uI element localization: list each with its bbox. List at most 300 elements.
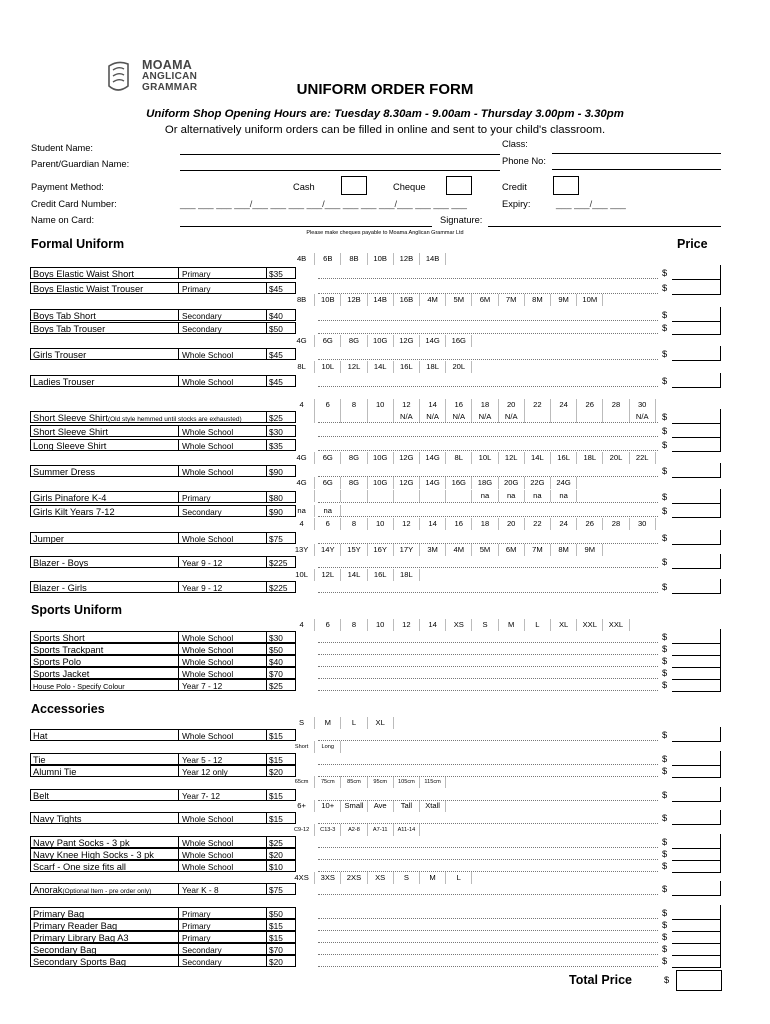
size-cell[interactable]: 9M — [551, 294, 577, 306]
quantity-line[interactable] — [318, 823, 658, 824]
quantity-line[interactable] — [318, 678, 658, 679]
size-cell[interactable]: 8G — [341, 452, 367, 464]
size-cell[interactable]: C9-12 — [289, 824, 315, 836]
size-cell[interactable]: N/A — [394, 411, 420, 423]
size-cell[interactable]: 12L — [315, 569, 341, 581]
item-price: $45 — [266, 348, 296, 360]
quantity-line[interactable] — [318, 567, 658, 568]
line-total-field[interactable] — [672, 579, 721, 594]
size-cell[interactable]: 8 — [341, 518, 367, 530]
cheque-checkbox[interactable] — [446, 176, 472, 195]
size-cell[interactable]: 6B — [315, 253, 341, 265]
size-cell[interactable] — [446, 490, 472, 502]
signature-field[interactable] — [488, 226, 721, 227]
item-level: Whole School — [178, 631, 266, 643]
size-cell[interactable]: XS — [446, 619, 472, 631]
quantity-line[interactable] — [318, 450, 658, 451]
size-cell[interactable]: 26 — [577, 399, 603, 411]
size-cell[interactable]: 16G — [446, 477, 472, 489]
price-dollar-sign: $ — [662, 932, 668, 942]
size-cell[interactable]: 14L — [341, 569, 367, 581]
size-cell[interactable]: 26 — [577, 518, 603, 530]
price-dollar-sign: $ — [662, 849, 668, 859]
quantity-line[interactable] — [318, 333, 658, 334]
size-cell[interactable]: 3XS — [315, 872, 341, 884]
size-cell[interactable]: 3M — [420, 544, 446, 556]
quantity-line[interactable] — [318, 654, 658, 655]
size-cell[interactable]: Xtall — [420, 800, 446, 812]
size-cell[interactable]: 15Y — [341, 544, 367, 556]
quantity-line[interactable] — [318, 476, 658, 477]
size-cell[interactable]: 6+ — [289, 800, 315, 812]
item-level: Year 9 - 12 — [178, 556, 266, 568]
size-cell[interactable]: Short — [289, 741, 315, 753]
card-number-label: Credit Card Number: — [31, 199, 117, 209]
size-cell[interactable]: Long — [315, 741, 341, 753]
size-cell[interactable]: 14 — [420, 619, 446, 631]
item-level: Year 12 only — [178, 765, 266, 777]
size-cell[interactable]: 22 — [525, 518, 551, 530]
line-total-field[interactable] — [672, 858, 721, 873]
uniform-item-row — [30, 425, 308, 437]
logo-line-1: MOAMA — [142, 58, 193, 72]
item-name-text: Secondary Bag — [33, 945, 97, 955]
quantity-line[interactable] — [318, 386, 658, 387]
size-cell[interactable]: S — [289, 717, 315, 729]
size-cell[interactable] — [368, 490, 394, 502]
size-cell[interactable]: 10+ — [315, 800, 341, 812]
item-name — [30, 631, 178, 643]
size-cell[interactable]: 2XS — [341, 872, 367, 884]
item-name-text: Secondary Sports Bag — [33, 957, 127, 967]
size-cell[interactable]: na — [551, 490, 577, 502]
uniform-item-row — [30, 753, 308, 765]
size-cell[interactable]: 6G — [315, 477, 341, 489]
size-cell[interactable]: Small — [341, 800, 367, 812]
size-cell[interactable] — [341, 490, 367, 502]
size-cell[interactable]: XXL — [577, 619, 603, 631]
size-cell[interactable]: 8 — [341, 399, 367, 411]
item-price: $35 — [266, 439, 296, 451]
size-cell[interactable]: N/A — [472, 411, 498, 423]
size-cell[interactable]: 8B — [289, 294, 315, 306]
size-cell[interactable]: A2-8 — [341, 824, 367, 836]
size-cell[interactable]: 6M — [499, 544, 525, 556]
size-cell[interactable]: 17Y — [394, 544, 420, 556]
item-name — [30, 836, 178, 848]
line-total-field[interactable] — [672, 530, 721, 545]
quantity-line[interactable] — [318, 278, 658, 279]
size-cell[interactable]: 16B — [394, 294, 420, 306]
credit-checkbox[interactable] — [553, 176, 579, 195]
item-name-note: (Optional Item - pre order only) — [62, 888, 152, 895]
parent-name-field[interactable] — [180, 170, 500, 171]
size-cell[interactable]: L — [341, 717, 367, 729]
size-cell[interactable]: 16 — [446, 518, 472, 530]
quantity-line[interactable] — [318, 918, 658, 919]
item-name-text: Short Sleeve Shirt — [33, 427, 108, 437]
size-cell[interactable]: na — [315, 505, 341, 517]
quantity-line[interactable] — [318, 859, 658, 860]
size-cell[interactable]: 12G — [394, 335, 420, 347]
line-total-field[interactable] — [672, 554, 721, 569]
size-cell[interactable]: Ave — [368, 800, 394, 812]
size-cell[interactable]: 12G — [394, 452, 420, 464]
size-cell[interactable]: 20G — [499, 477, 525, 489]
size-cell[interactable]: 8B — [341, 253, 367, 265]
quantity-line[interactable] — [318, 422, 658, 423]
size-cell[interactable]: 18G — [472, 477, 498, 489]
size-cell[interactable]: 6 — [315, 619, 341, 631]
size-cell[interactable]: A7-11 — [368, 824, 394, 836]
size-cell[interactable]: 30 — [630, 399, 656, 411]
item-price: $25 — [266, 836, 296, 848]
item-level: Whole School — [178, 812, 266, 824]
line-total-field[interactable] — [672, 503, 721, 518]
size-cell[interactable]: 10 — [368, 518, 394, 530]
size-cell[interactable]: 22 — [525, 399, 551, 411]
item-name — [30, 425, 178, 437]
item-level: Whole School — [178, 667, 266, 679]
size-cell[interactable]: XXL — [603, 619, 629, 631]
student-name-field[interactable] — [180, 154, 500, 155]
line-total-field[interactable] — [672, 437, 721, 452]
size-cell[interactable]: 4 — [289, 619, 315, 631]
size-cell[interactable]: 12 — [394, 518, 420, 530]
quantity-line[interactable] — [318, 776, 658, 777]
quantity-line[interactable] — [318, 871, 658, 872]
quantity-line[interactable] — [318, 800, 658, 801]
item-price: $15 — [266, 931, 296, 943]
line-total-field[interactable] — [672, 373, 721, 388]
item-name — [30, 581, 178, 593]
size-cell[interactable]: 16L — [368, 569, 394, 581]
size-cell[interactable]: 8M — [551, 544, 577, 556]
size-cell[interactable]: 18 — [472, 518, 498, 530]
expiry-field[interactable]: ___ ___/___ ___ — [556, 199, 626, 209]
size-cell[interactable]: 12B — [341, 294, 367, 306]
size-cell[interactable]: 18L — [577, 452, 603, 464]
size-cell[interactable]: 5M — [446, 294, 472, 306]
price-dollar-sign: $ — [662, 440, 668, 450]
size-cell[interactable]: 4G — [289, 452, 315, 464]
logo-line-3: GRAMMAR — [142, 82, 198, 93]
size-cell[interactable]: 14Y — [315, 544, 341, 556]
quantity-line[interactable] — [318, 966, 658, 967]
size-cell[interactable]: 12L — [499, 452, 525, 464]
size-cell[interactable]: 22L — [630, 452, 656, 464]
quantity-line[interactable] — [318, 436, 658, 437]
size-cell[interactable]: N/A — [630, 411, 656, 423]
item-price: $10 — [266, 860, 296, 872]
quantity-line[interactable] — [318, 942, 658, 943]
size-cell[interactable]: 8G — [341, 335, 367, 347]
size-cell[interactable]: 5M — [472, 544, 498, 556]
item-name-note: (Old style hemmed until stocks are exhausted) — [107, 416, 242, 423]
item-level: Year 7 - 12 — [178, 679, 266, 691]
size-cell[interactable]: 14G — [420, 452, 446, 464]
item-price: $40 — [266, 309, 296, 321]
line-total-field[interactable] — [672, 409, 721, 424]
size-cell[interactable] — [394, 490, 420, 502]
size-cell[interactable]: M — [420, 872, 446, 884]
quantity-line[interactable] — [318, 894, 658, 895]
line-total-field[interactable] — [672, 463, 721, 478]
item-name-text: Ladies Trouser — [33, 377, 95, 387]
quantity-line[interactable] — [318, 954, 658, 955]
size-cell[interactable]: 10G — [368, 477, 394, 489]
size-cell[interactable]: 8L — [289, 361, 315, 373]
quantity-line[interactable] — [318, 502, 658, 503]
size-cell[interactable]: 14 — [420, 518, 446, 530]
size-cell[interactable]: na — [289, 505, 315, 517]
item-price: $25 — [266, 411, 296, 423]
size-cell[interactable]: 10 — [368, 399, 394, 411]
line-total-field[interactable] — [672, 953, 721, 968]
size-cell[interactable]: 20L — [603, 452, 629, 464]
size-cell[interactable]: 16G — [446, 335, 472, 347]
item-level: Whole School — [178, 860, 266, 872]
size-cell[interactable]: L — [525, 619, 551, 631]
size-cell[interactable]: 65cm — [289, 776, 315, 788]
price-dollar-sign: $ — [662, 492, 668, 502]
size-cell[interactable]: 24 — [551, 399, 577, 411]
item-name — [30, 860, 178, 872]
price-dollar-sign: $ — [662, 533, 668, 543]
size-cell[interactable] — [315, 490, 341, 502]
item-price: $75 — [266, 883, 296, 895]
cash-checkbox[interactable] — [341, 176, 367, 195]
line-total-field[interactable] — [672, 763, 721, 778]
size-cell[interactable] — [420, 490, 446, 502]
item-level: Whole School — [178, 836, 266, 848]
size-cell[interactable]: M — [499, 619, 525, 631]
size-cell[interactable]: na — [525, 490, 551, 502]
quantity-line[interactable] — [318, 320, 658, 321]
quantity-line[interactable] — [318, 740, 658, 741]
uniform-item-row — [30, 491, 308, 503]
size-cell[interactable]: 7M — [525, 544, 551, 556]
line-total-field[interactable] — [672, 320, 721, 335]
item-price: $15 — [266, 789, 296, 801]
size-cell[interactable]: 8L — [446, 452, 472, 464]
name-on-card-field[interactable] — [180, 226, 432, 227]
uniform-item-row — [30, 465, 308, 477]
size-cell[interactable]: 4G — [289, 335, 315, 347]
size-cell[interactable]: 4M — [446, 544, 472, 556]
size-cell[interactable]: 85cm — [341, 776, 367, 788]
price-dollar-sign: $ — [662, 956, 668, 966]
size-cell[interactable]: 6 — [315, 518, 341, 530]
size-cell[interactable]: 30 — [630, 518, 656, 530]
size-cell[interactable]: 24 — [551, 518, 577, 530]
item-name-text: Long Sleeve Shirt — [33, 441, 107, 451]
line-total-field[interactable] — [672, 423, 721, 438]
price-dollar-sign: $ — [662, 557, 668, 567]
size-cell[interactable]: 6G — [315, 452, 341, 464]
line-total-field[interactable] — [672, 265, 721, 280]
item-level: Secondary — [178, 505, 266, 517]
item-price: $15 — [266, 729, 296, 741]
size-cell[interactable]: 8 — [341, 619, 367, 631]
quantity-line[interactable] — [318, 293, 658, 294]
item-price: $70 — [266, 943, 296, 955]
size-cell[interactable]: 10G — [368, 335, 394, 347]
size-cell[interactable]: 20 — [499, 518, 525, 530]
size-cell[interactable]: Tall — [394, 800, 420, 812]
size-cell[interactable]: 10L — [289, 569, 315, 581]
size-cell[interactable]: 10B — [368, 253, 394, 265]
size-cell[interactable]: 12B — [394, 253, 420, 265]
phone-field[interactable] — [552, 169, 721, 170]
size-cell[interactable]: na — [472, 490, 498, 502]
cheque-label: Cheque — [393, 182, 426, 192]
quantity-line[interactable] — [318, 847, 658, 848]
line-total-field[interactable] — [672, 489, 721, 504]
item-name — [30, 465, 178, 477]
size-cell[interactable]: 12 — [394, 399, 420, 411]
size-cell[interactable]: 16 — [446, 399, 472, 411]
line-total-field[interactable] — [672, 881, 721, 896]
size-cell[interactable]: 14G — [420, 477, 446, 489]
size-cell[interactable]: 4G — [289, 477, 315, 489]
line-total-field[interactable] — [672, 810, 721, 825]
size-cell[interactable]: 75cm — [315, 776, 341, 788]
size-cell[interactable]: 8G — [341, 477, 367, 489]
item-name-text: Boys Tab Trouser — [33, 324, 106, 334]
line-total-field[interactable] — [672, 346, 721, 361]
size-cell[interactable]: 18L — [394, 569, 420, 581]
item-price: $225 — [266, 556, 296, 568]
size-cell[interactable]: N/A — [420, 411, 446, 423]
quantity-line[interactable] — [318, 764, 658, 765]
quantity-line[interactable] — [318, 930, 658, 931]
size-cell[interactable]: N/A — [499, 411, 525, 423]
line-total-field[interactable] — [672, 787, 721, 802]
size-cell[interactable]: M — [315, 717, 341, 729]
size-cell[interactable]: 95cm — [368, 776, 394, 788]
item-level: Whole School — [178, 465, 266, 477]
size-cell[interactable]: 24G — [551, 477, 577, 489]
size-cell[interactable]: 10 — [368, 619, 394, 631]
size-cell[interactable]: 12 — [394, 619, 420, 631]
item-level: Secondary — [178, 943, 266, 955]
total-dollar-sign: $ — [664, 975, 670, 985]
size-cell[interactable]: 7M — [499, 294, 525, 306]
price-dollar-sign: $ — [662, 582, 668, 592]
item-price: $30 — [266, 425, 296, 437]
size-cell[interactable]: 10B — [315, 294, 341, 306]
item-name-text: Sports Short — [33, 633, 85, 643]
size-cell[interactable]: 16L — [551, 452, 577, 464]
size-cell[interactable]: 14L — [368, 361, 394, 373]
quantity-line[interactable] — [318, 359, 658, 360]
quantity-line[interactable] — [318, 690, 658, 691]
size-cell[interactable]: 10L — [315, 361, 341, 373]
size-cell[interactable]: 16L — [394, 361, 420, 373]
line-total-field[interactable] — [672, 727, 721, 742]
quantity-line[interactable] — [318, 642, 658, 643]
size-cell[interactable]: 14B — [368, 294, 394, 306]
size-cell[interactable]: 4 — [289, 518, 315, 530]
line-total-field[interactable] — [672, 280, 721, 295]
size-cell[interactable]: 28 — [603, 518, 629, 530]
size-cell[interactable]: 14 — [420, 399, 446, 411]
size-cell[interactable]: 115cm — [420, 776, 446, 788]
item-name-text: Alumni Tie — [33, 767, 77, 777]
item-name — [30, 655, 178, 667]
size-cell[interactable]: 4XS — [289, 872, 315, 884]
price-dollar-sign: $ — [662, 376, 668, 386]
item-name — [30, 667, 178, 679]
size-cell[interactable]: 18L — [420, 361, 446, 373]
size-cell[interactable]: S — [394, 872, 420, 884]
quantity-line[interactable] — [318, 516, 658, 517]
size-cell[interactable]: 10G — [368, 452, 394, 464]
size-cell[interactable]: 4M — [420, 294, 446, 306]
size-cell[interactable]: 16Y — [368, 544, 394, 556]
size-cell[interactable]: C13-3 — [315, 824, 341, 836]
size-cell[interactable]: XS — [368, 872, 394, 884]
uniform-item-row — [30, 375, 308, 387]
class-field[interactable] — [552, 153, 721, 154]
size-cell[interactable]: 14G — [420, 335, 446, 347]
size-cell[interactable]: 4 — [289, 399, 315, 411]
item-name-text: Primary Reader Bag — [33, 921, 118, 931]
size-cell[interactable]: 20L — [446, 361, 472, 373]
total-price-field[interactable] — [676, 970, 722, 991]
size-cell[interactable]: 18 — [472, 399, 498, 411]
size-cell[interactable]: S — [472, 619, 498, 631]
size-cell[interactable]: 10M — [577, 294, 603, 306]
size-cell[interactable]: 8M — [525, 294, 551, 306]
size-cell[interactable]: 10L — [472, 452, 498, 464]
size-cell[interactable]: 14B — [420, 253, 446, 265]
item-level: Whole School — [178, 729, 266, 741]
item-price: $20 — [266, 955, 296, 967]
quantity-line[interactable] — [318, 666, 658, 667]
line-total-field[interactable] — [672, 677, 721, 692]
item-name-text: Blazer - Boys — [33, 558, 89, 568]
size-cell[interactable]: XL — [551, 619, 577, 631]
size-cell[interactable]: N/A — [446, 411, 472, 423]
quantity-line[interactable] — [318, 543, 658, 544]
item-level: Whole School — [178, 375, 266, 387]
size-cell[interactable]: 14L — [525, 452, 551, 464]
size-cell[interactable]: 105cm — [394, 776, 420, 788]
size-cell[interactable]: 12L — [341, 361, 367, 373]
size-cell[interactable]: 22G — [525, 477, 551, 489]
size-cell[interactable]: 13Y — [289, 544, 315, 556]
size-cell[interactable]: 6M — [472, 294, 498, 306]
signature-label: Signature: — [440, 215, 483, 225]
cash-label: Cash — [293, 182, 315, 192]
size-cell[interactable]: XL — [368, 717, 394, 729]
size-cell[interactable]: 9M — [577, 544, 603, 556]
size-cell[interactable]: 6G — [315, 335, 341, 347]
quantity-line[interactable] — [318, 592, 658, 593]
size-cell[interactable]: L — [446, 872, 472, 884]
size-cell[interactable]: 6 — [315, 399, 341, 411]
size-cell[interactable]: 12G — [394, 477, 420, 489]
card-number-field[interactable]: ___ ___ ___ ___/___ ___ ___ ___/___ ___ ___ ___/___ ___ ___ ___ — [180, 199, 467, 209]
size-cell[interactable]: 20 — [499, 399, 525, 411]
size-cell[interactable]: 4B — [289, 253, 315, 265]
size-cell[interactable]: 28 — [603, 399, 629, 411]
size-cell[interactable]: na — [499, 490, 525, 502]
item-level: Secondary — [178, 309, 266, 321]
size-cell[interactable]: A11-14 — [394, 824, 420, 836]
